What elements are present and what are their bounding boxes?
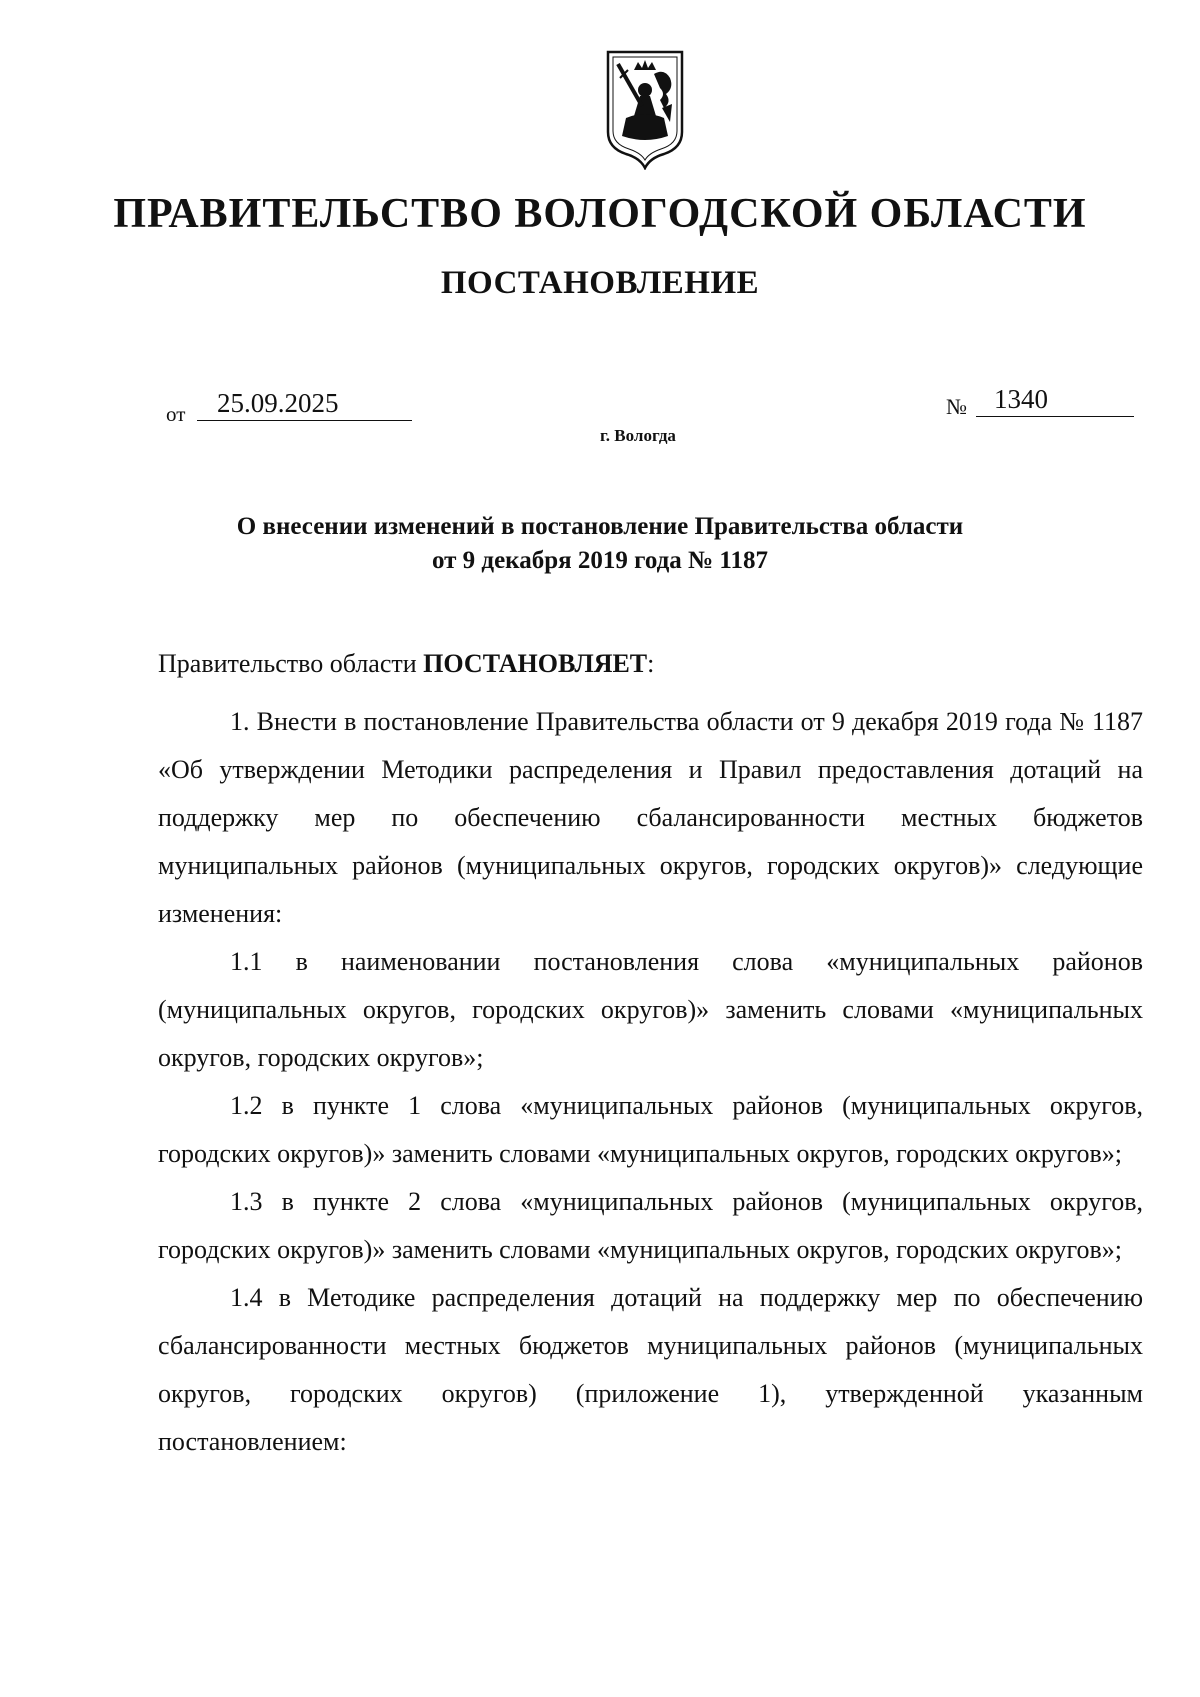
item-1: 1. Внести в постановление Правительства области от 9 декабря 2019 года № 1187 «Об утверждении Методики распределения и Правил предоставления дотаций на поддержку мер по обеспечению сбалансированности местных бюджетов муниципальных районов (муниципальных округов, городских округов)» следующие изменения: xyxy=(158,707,1143,928)
preamble xyxy=(158,640,1143,688)
decree-word: ПОСТАНОВЛЯЕТ xyxy=(423,649,648,678)
document-date: 25.09.2025 xyxy=(197,386,412,421)
document-subject xyxy=(0,510,1200,578)
coat-of-arms-icon xyxy=(604,48,686,170)
subject-line-1: О внесении изменений в постановление Правительства области xyxy=(236,513,964,540)
date-label: от xyxy=(166,402,186,426)
preamble-start: Правительство области xyxy=(158,649,424,678)
preamble-end: : xyxy=(647,649,655,678)
document-number: 1340 xyxy=(976,382,1134,417)
subject-line-2: от 9 декабря 2019 года № 1187 xyxy=(431,547,769,574)
government-title: ПРАВИТЕЛЬСТВО ВОЛОГОДСКОЙ ОБЛАСТИ xyxy=(113,191,1087,237)
document-type: ПОСТАНОВЛЕНИЕ xyxy=(440,265,760,301)
number-label: № xyxy=(946,394,967,419)
document-body xyxy=(158,640,1143,1466)
item-1-4: 1.4 в Методике распределения дотаций на поддержку мер по обеспечению сбалансированности местных бюджетов муниципальных районов (муниципальных округов, городских округов) (приложение 1), утвержденной указанным постановлением: xyxy=(158,1283,1143,1456)
item-1-3: 1.3 в пункте 2 слова «муниципальных районов (муниципальных округов, городских округов)» заменить словами «муниципальных округов, городских округов»; xyxy=(158,1187,1143,1264)
item-1-2: 1.2 в пункте 1 слова «муниципальных районов (муниципальных округов, городских округов)» заменить словами «муниципальных округов, городских округов»; xyxy=(158,1091,1143,1168)
item-1-1: 1.1 в наименовании постановления слова «муниципальных районов (муниципальных округов, городских округов)» заменить словами «муниципальных округов, городских округов»; xyxy=(158,947,1143,1072)
city: г. Вологда xyxy=(600,426,676,445)
